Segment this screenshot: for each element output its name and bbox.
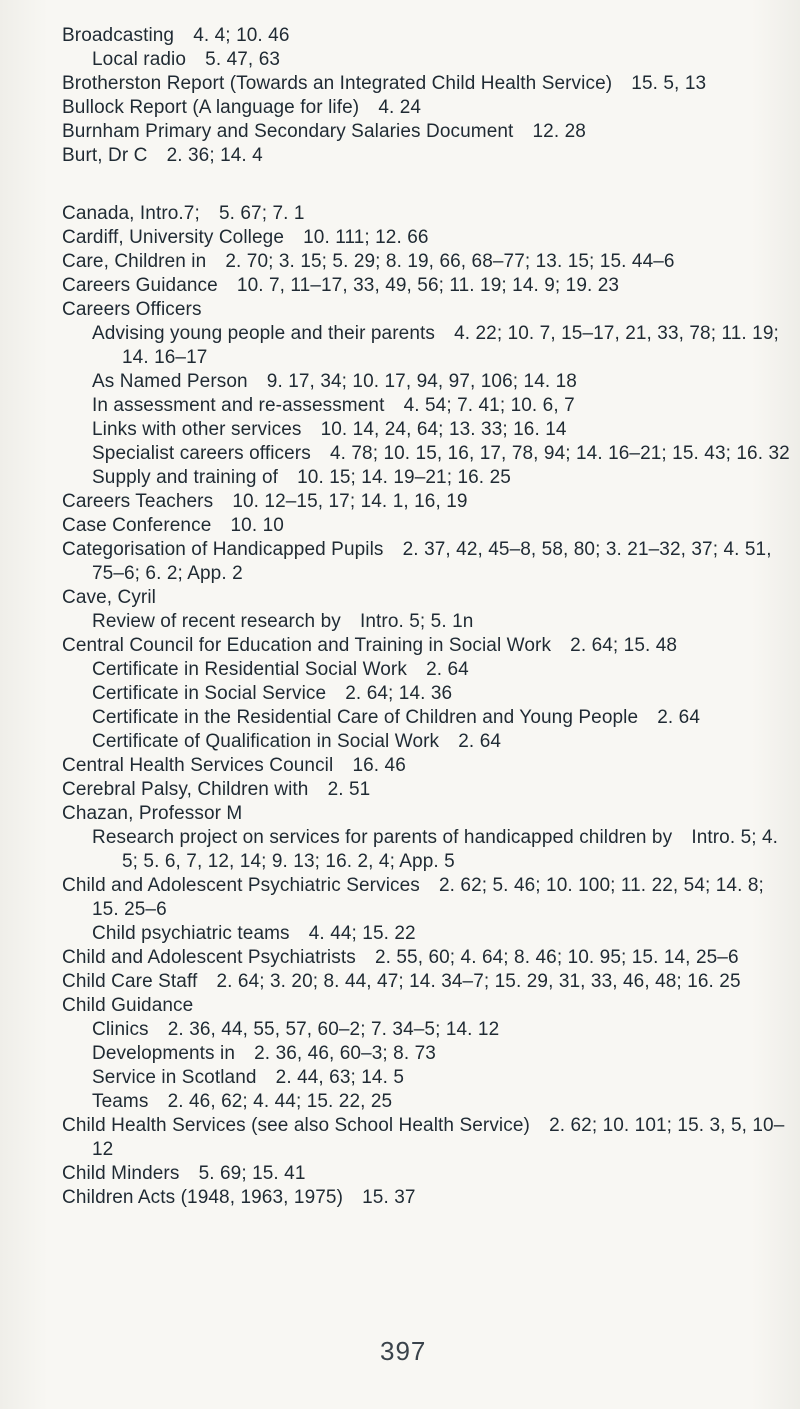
index-subentry	[92, 610, 792, 634]
entry-heading: Review of recent research by	[92, 611, 341, 632]
entry-heading: Canada, Intro.7;	[62, 203, 200, 224]
entry-references: 2. 64; 15. 48	[570, 635, 678, 656]
index-subentry	[92, 370, 792, 394]
index-entry	[62, 298, 792, 322]
index-entry	[62, 970, 792, 994]
index-entry	[62, 586, 792, 610]
entry-references: 2. 64	[458, 731, 502, 752]
index-subentry	[92, 418, 792, 442]
entry-heading: Certificate of Qualification in Social Work	[92, 731, 440, 752]
entry-references: 5. 47, 63	[205, 49, 281, 70]
index-entry	[62, 490, 792, 514]
entry-heading: Certificate in Residential Social Work	[92, 659, 407, 680]
entry-references: 4. 54; 7. 41; 10. 6, 7	[403, 395, 575, 416]
entry-heading: Specialist careers officers	[92, 443, 311, 464]
entry-heading: Child Guidance	[62, 995, 194, 1016]
entry-references: 2. 64; 14. 36	[345, 683, 453, 704]
index-entry	[62, 226, 792, 250]
index-subentry	[92, 682, 792, 706]
entry-references: Intro. 5; 5. 1n	[359, 611, 474, 632]
index-entry	[62, 538, 792, 586]
index-subentry	[92, 730, 792, 754]
entry-heading: Research project on services for parents of handicapped children by	[92, 827, 673, 848]
index-entry	[62, 120, 792, 144]
entry-heading: Child Health Services (see also School Health Service)	[62, 1115, 530, 1136]
entry-heading: Cave, Cyril	[62, 587, 157, 608]
index-list	[62, 24, 792, 1210]
index-subentry	[92, 322, 792, 370]
index-entry	[62, 802, 792, 826]
entry-heading: Developments in	[92, 1043, 236, 1064]
entry-heading: Chazan, Professor M	[62, 803, 243, 824]
index-subentry	[92, 1042, 792, 1066]
entry-heading: Service in Scotland	[92, 1067, 257, 1088]
index-entry	[62, 634, 792, 658]
index-subentry	[92, 466, 792, 490]
entry-references: 2. 44, 63; 14. 5	[275, 1067, 405, 1088]
entry-references: 15. 37	[362, 1187, 416, 1208]
entry-references: 2. 70; 3. 15; 5. 29; 8. 19, 66, 68–77; 13. 15; 15. 44–6	[225, 251, 675, 272]
entry-references: 10. 7, 11–17, 33, 49, 56; 11. 19; 14. 9; 19. 23	[236, 275, 620, 296]
entry-heading: Categorisation of Handicapped Pupils	[62, 539, 384, 560]
entry-references: 10. 14, 24, 64; 13. 33; 16. 14	[320, 419, 567, 440]
page-number: 397	[380, 1336, 427, 1366]
index-entry	[62, 250, 792, 274]
entry-references: 10. 111; 12. 66	[303, 227, 429, 248]
entry-heading: Case Conference	[62, 515, 212, 536]
entry-references: 10. 10	[230, 515, 284, 536]
entry-heading: Cardiff, University College	[62, 227, 284, 248]
entry-references: 2. 55, 60; 4. 64; 8. 46; 10. 95; 15. 14, 25–6	[374, 947, 739, 968]
entry-heading: Links with other services	[92, 419, 302, 440]
entry-heading: Certificate in the Residential Care of Children and Young People	[92, 707, 639, 728]
index-subentry	[92, 48, 792, 72]
entry-heading: Broadcasting	[62, 25, 175, 46]
index-subentry	[92, 442, 792, 466]
entry-references: 4. 44; 15. 22	[308, 923, 416, 944]
entry-heading: Advising young people and their parents	[92, 323, 435, 344]
entry-heading: Certificate in Social Service	[92, 683, 327, 704]
index-entry	[62, 72, 792, 96]
entry-references: 4. 24	[378, 97, 422, 118]
entry-references: 5. 67; 7. 1	[218, 203, 305, 224]
entry-references: 2. 46, 62; 4. 44; 15. 22, 25	[167, 1091, 393, 1112]
entry-heading: Burnham Primary and Secondary Salaries Document	[62, 121, 514, 142]
entry-references: 2. 36, 46, 60–3; 8. 73	[254, 1043, 436, 1064]
index-entry	[62, 24, 792, 48]
entry-heading: In assessment and re-assessment	[92, 395, 385, 416]
entry-heading: Children Acts (1948, 1963, 1975)	[62, 1187, 343, 1208]
index-entry	[62, 754, 792, 778]
index-entry	[62, 274, 792, 298]
entry-references: 5. 69; 15. 41	[198, 1163, 306, 1184]
entry-heading: Central Health Services Council	[62, 755, 334, 776]
entry-heading: Careers Officers	[62, 299, 202, 320]
entry-heading: Child and Adolescent Psychiatrists	[62, 947, 356, 968]
entry-references: 4. 78; 10. 15, 16, 17, 78, 94; 14. 16–21; 15. 43; 16. 32	[329, 443, 790, 464]
index-subentry	[92, 394, 792, 418]
index-subentry	[92, 1066, 792, 1090]
entry-heading: Brotherston Report (Towards an Integrated Child Health Service)	[62, 73, 613, 94]
entry-references: 2. 62; 5. 46; 10. 100; 11. 22, 54; 14. 8; 15. 25–6	[92, 875, 764, 920]
entry-references: 4. 4; 10. 46	[193, 25, 290, 46]
entry-references: 16. 46	[352, 755, 406, 776]
index-subentry	[92, 826, 792, 874]
index-subentry	[92, 706, 792, 730]
index-entry	[62, 1162, 792, 1186]
entry-heading: Cerebral Palsy, Children with	[62, 779, 309, 800]
entry-references: 10. 12–15, 17; 14. 1, 16, 19	[232, 491, 468, 512]
index-entry	[62, 778, 792, 802]
index-entry	[62, 144, 792, 168]
entry-heading: Careers Guidance	[62, 275, 218, 296]
index-subentry	[92, 1090, 792, 1114]
entry-heading: Child Care Staff	[62, 971, 198, 992]
entry-heading: Clinics	[92, 1019, 149, 1040]
entry-heading: Child psychiatric teams	[92, 923, 290, 944]
entry-references: 2. 51	[327, 779, 371, 800]
entry-heading: Supply and training of	[92, 467, 278, 488]
entry-heading: Care, Children in	[62, 251, 207, 272]
entry-references: 2. 64	[426, 659, 469, 680]
entry-references: 2. 37, 42, 45–8, 58, 80; 3. 21–32, 37; 4. 51, 75–6; 6. 2; App. 2	[92, 539, 772, 584]
entry-references: 9. 17, 34; 10. 17, 94, 97, 106; 14. 18	[266, 371, 577, 392]
entry-heading: Careers Teachers	[62, 491, 214, 512]
index-entry	[62, 994, 792, 1018]
index-entry	[62, 874, 792, 922]
index-entry	[62, 514, 792, 538]
index-entry	[62, 1114, 792, 1162]
entry-heading: Burt, Dr C	[62, 145, 148, 166]
entry-heading: Child and Adolescent Psychiatric Services	[62, 875, 420, 896]
entry-references: 10. 15; 14. 19–21; 16. 25	[297, 467, 511, 488]
entry-references: 12. 28	[532, 121, 586, 142]
entry-references: 2. 62; 10. 101; 15. 3, 5, 10–12	[92, 1115, 785, 1160]
entry-references: 2. 64; 3. 20; 8. 44, 47; 14. 34–7; 15. 29, 31, 33, 46, 48; 16. 25	[216, 971, 741, 992]
entry-heading: Bullock Report (A language for life)	[62, 97, 360, 118]
index-entry	[62, 1186, 792, 1210]
entry-heading: Teams	[92, 1091, 149, 1112]
index-subentry	[92, 658, 792, 682]
index-entry	[62, 202, 792, 226]
entry-heading: Central Council for Education and Training in Social Work	[62, 635, 552, 656]
index-subentry	[92, 1018, 792, 1042]
entry-references: 2. 64	[657, 707, 701, 728]
entry-references: 4. 22; 10. 7, 15–17, 21, 33, 78; 11. 19; 14. 16–17	[122, 323, 779, 368]
index-subentry	[92, 922, 792, 946]
entry-heading: As Named Person	[92, 371, 248, 392]
entry-references: Intro. 5; 4. 5; 5. 6, 7, 12, 14; 9. 13; 16. 2, 4; App. 5	[122, 827, 779, 872]
index-entry	[62, 946, 792, 970]
entry-heading: Local radio	[92, 49, 187, 70]
entry-references: 2. 36; 14. 4	[166, 145, 263, 166]
entry-heading: Child Minders	[62, 1163, 180, 1184]
entry-references: 2. 36, 44, 55, 57, 60–2; 7. 34–5; 14. 12	[167, 1019, 500, 1040]
index-entry	[62, 96, 792, 120]
entry-references: 15. 5, 13	[631, 73, 707, 94]
